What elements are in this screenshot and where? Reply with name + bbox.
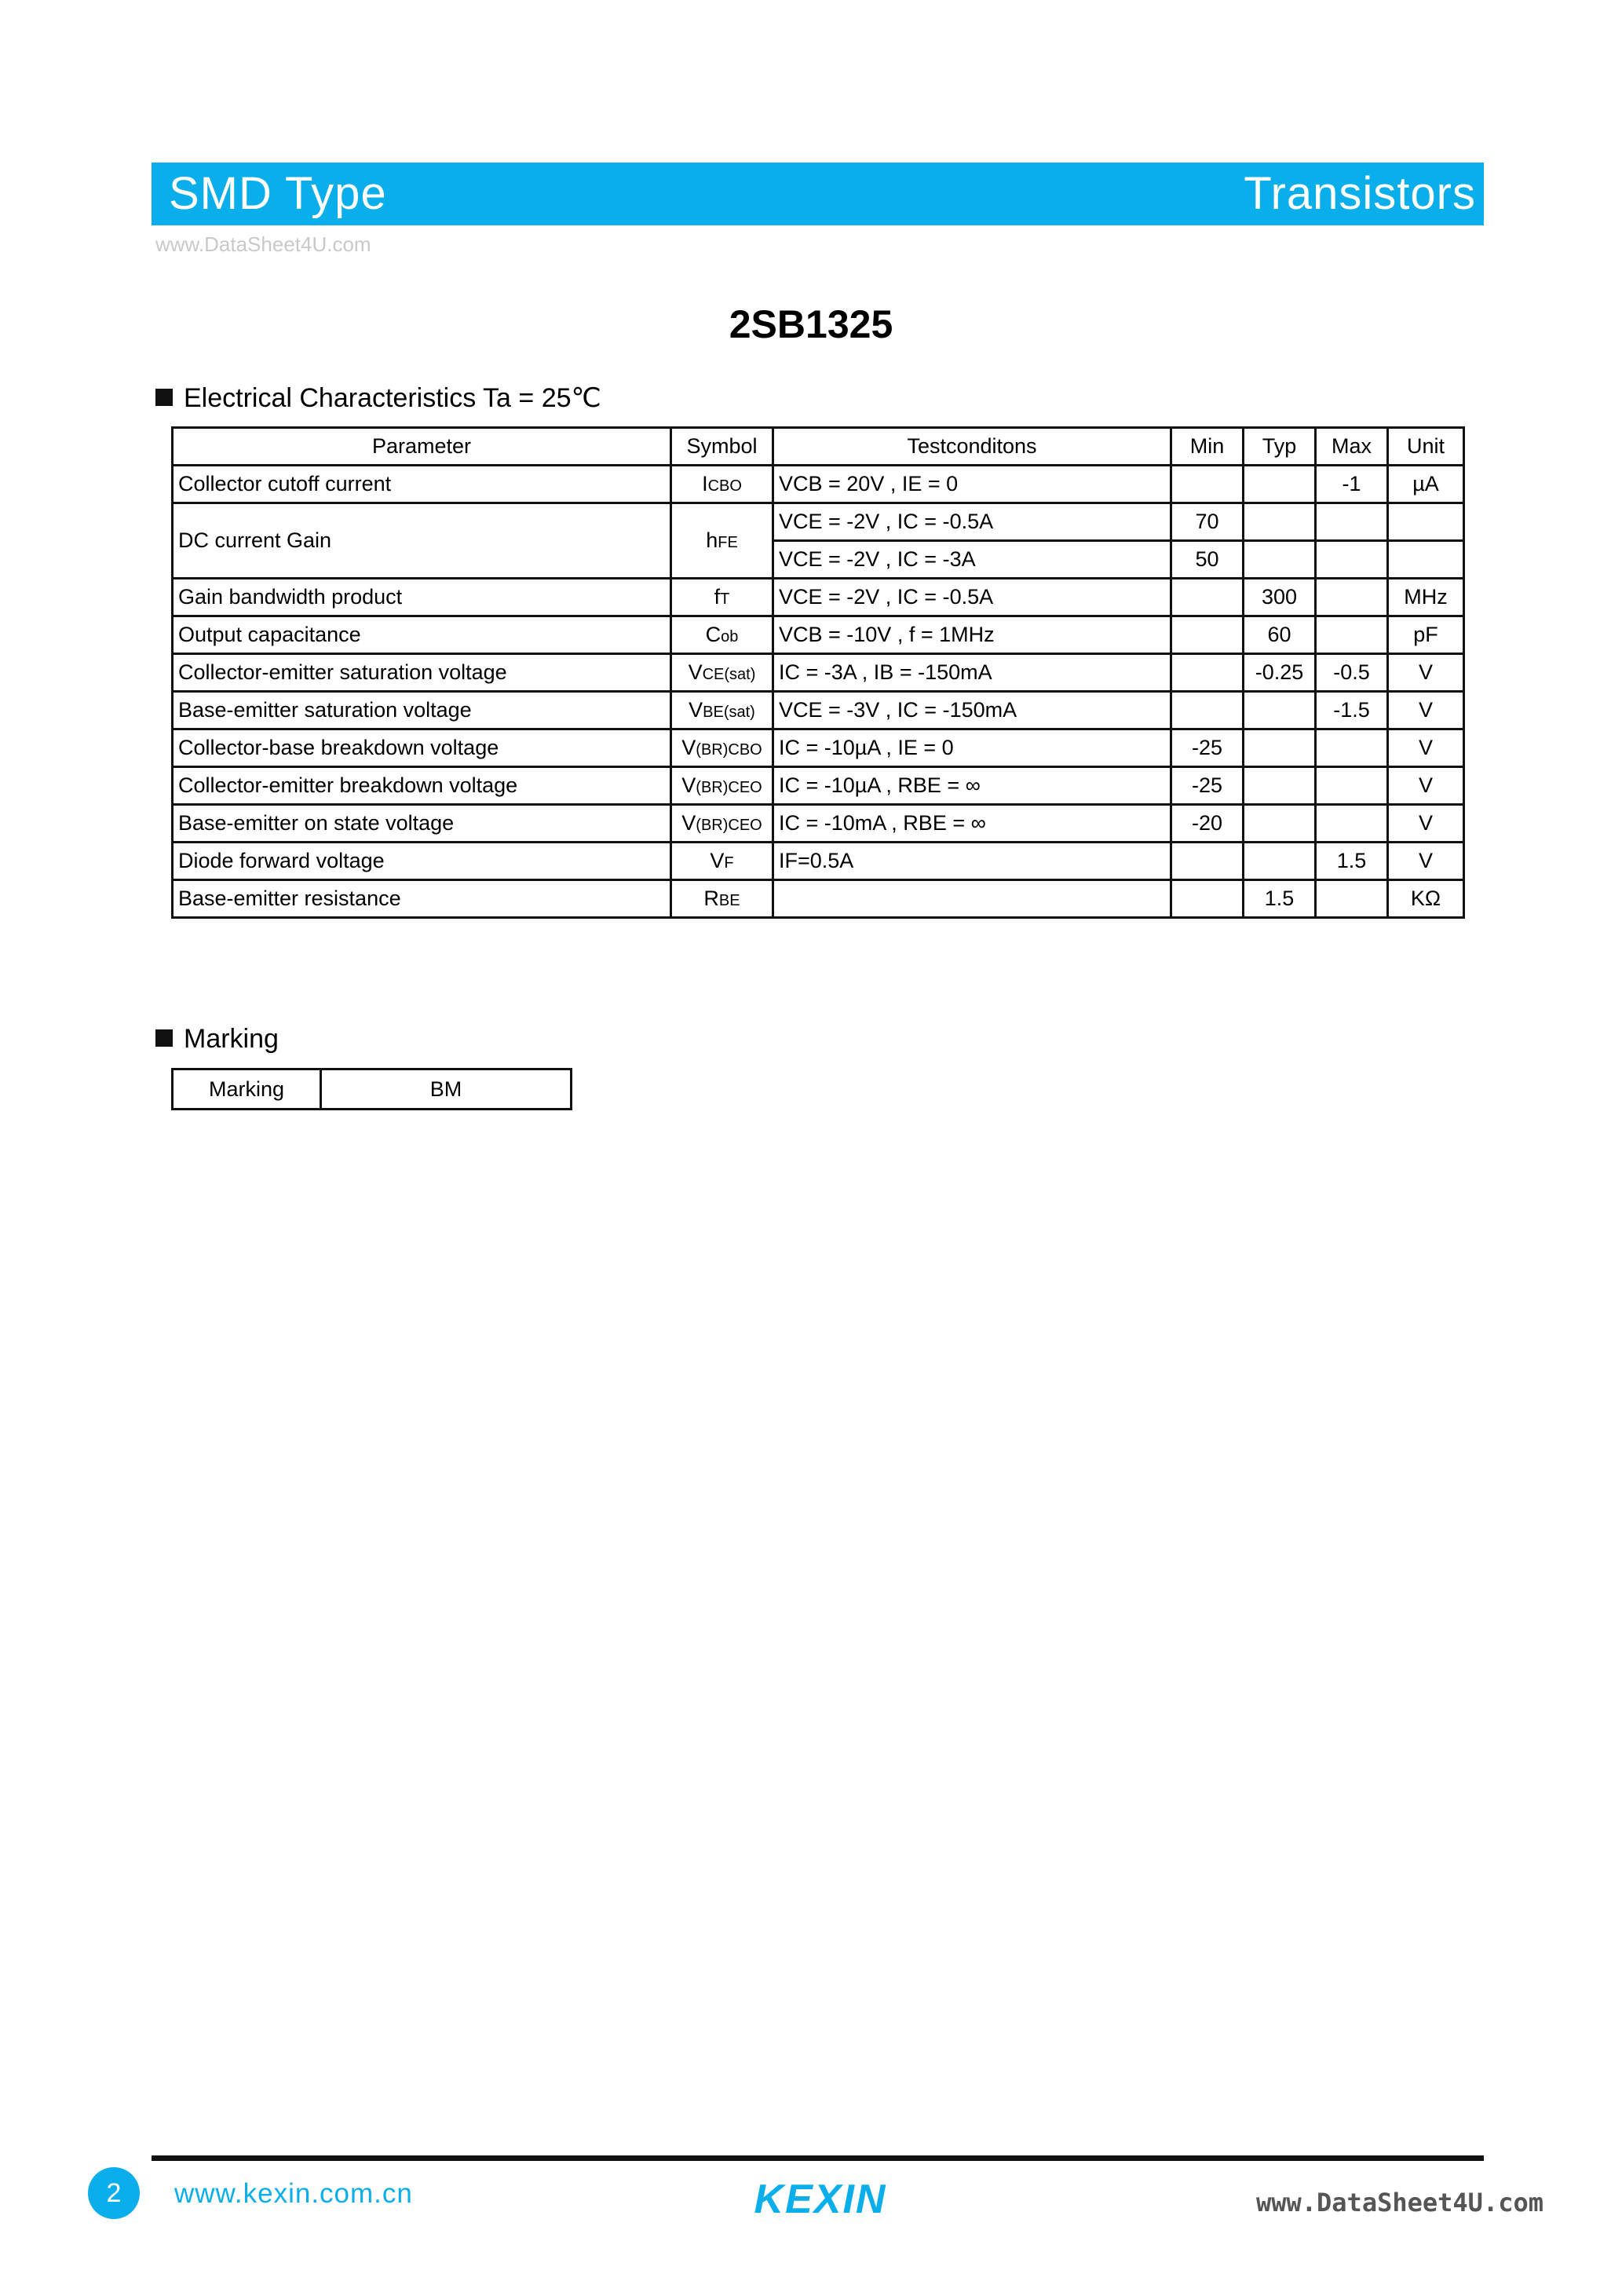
unit-cell: V — [1388, 767, 1464, 805]
table-row — [173, 805, 1464, 843]
square-bullet-icon — [155, 389, 173, 406]
typ-cell — [1244, 466, 1316, 503]
unit-cell: V — [1388, 729, 1464, 767]
param-cell: Base-emitter saturation voltage — [173, 692, 671, 729]
symbol-main: V — [710, 849, 725, 872]
typ-cell — [1244, 843, 1316, 880]
table-row — [173, 1069, 572, 1110]
marking-heading-text: Marking — [184, 1024, 279, 1054]
unit-cell: V — [1388, 692, 1464, 729]
condition-cell: VCB = -10V , f = 1MHz — [773, 616, 1171, 654]
typ-cell: -0.25 — [1244, 654, 1316, 692]
symbol-subscript: (BR)CBO — [696, 741, 762, 759]
typ-cell: 300 — [1244, 579, 1316, 616]
min-cell — [1171, 616, 1244, 654]
typ-cell: 1.5 — [1244, 880, 1316, 918]
symbol-cell — [671, 805, 773, 843]
footer-website-link[interactable]: www.kexin.com.cn — [174, 2178, 413, 2209]
symbol-cell — [671, 654, 773, 692]
min-cell — [1171, 880, 1244, 918]
min-cell: 50 — [1171, 541, 1244, 579]
condition-cell: IF=0.5A — [773, 843, 1171, 880]
max-cell: -1.5 — [1316, 692, 1388, 729]
max-cell — [1316, 541, 1388, 579]
condition-cell: VCB = 20V , IE = 0 — [773, 466, 1171, 503]
symbol-cell — [671, 692, 773, 729]
typ-cell — [1244, 767, 1316, 805]
symbol-main: V — [681, 773, 696, 797]
param-cell: Collector-emitter breakdown voltage — [173, 767, 671, 805]
min-cell: -20 — [1171, 805, 1244, 843]
max-cell — [1316, 767, 1388, 805]
typ-cell — [1244, 692, 1316, 729]
condition-cell: VCE = -3V , IC = -150mA — [773, 692, 1171, 729]
symbol-main: V — [689, 698, 703, 722]
part-number-title: 2SB1325 — [729, 302, 893, 346]
max-cell — [1316, 616, 1388, 654]
marking-section-heading — [155, 1023, 279, 1055]
min-cell: 70 — [1171, 503, 1244, 541]
watermark-top: www.DataSheet4U.com — [155, 232, 371, 256]
col-header-unit: Unit — [1388, 428, 1464, 466]
min-cell: -25 — [1171, 767, 1244, 805]
marking-table — [171, 1068, 572, 1110]
symbol-main: f — [714, 585, 721, 609]
unit-cell: pF — [1388, 616, 1464, 654]
col-header-symbol: Symbol — [671, 428, 773, 466]
page-number-badge: 2 — [88, 2167, 140, 2219]
symbol-subscript: CBO — [707, 477, 742, 495]
max-cell — [1316, 880, 1388, 918]
footer-divider — [152, 2155, 1484, 2161]
symbol-subscript: FE — [718, 534, 738, 551]
col-header-max: Max — [1316, 428, 1388, 466]
symbol-cell — [671, 579, 773, 616]
param-cell: Collector-emitter saturation voltage — [173, 654, 671, 692]
symbol-subscript: T — [720, 590, 730, 608]
table-header-row — [173, 428, 1464, 466]
header-type-title: SMD Type — [169, 168, 387, 219]
typ-cell — [1244, 503, 1316, 541]
table-row — [173, 692, 1464, 729]
table-row — [173, 654, 1464, 692]
symbol-subscript: BE — [718, 892, 740, 909]
condition-cell — [773, 880, 1171, 918]
condition-cell: VCE = -2V , IC = -0.5A — [773, 503, 1171, 541]
electrical-characteristics-table — [171, 426, 1465, 919]
symbol-main: h — [706, 528, 718, 552]
unit-cell: MHz — [1388, 579, 1464, 616]
param-cell: Collector-base breakdown voltage — [173, 729, 671, 767]
kexin-logo — [730, 2177, 911, 2221]
unit-cell — [1388, 503, 1464, 541]
symbol-subscript: CE(sat) — [702, 666, 756, 683]
symbol-subscript: (BR)CEO — [696, 779, 762, 796]
symbol-main: C — [705, 623, 721, 646]
param-cell: Diode forward voltage — [173, 843, 671, 880]
param-cell: DC current Gain — [173, 503, 671, 579]
col-header-conditions: Testconditons — [773, 428, 1171, 466]
table-row — [173, 503, 1464, 541]
condition-cell: VCE = -2V , IC = -0.5A — [773, 579, 1171, 616]
param-cell: Gain bandwidth product — [173, 579, 671, 616]
max-cell — [1316, 579, 1388, 616]
typ-cell — [1244, 541, 1316, 579]
symbol-subscript: F — [724, 854, 734, 872]
symbol-cell — [671, 616, 773, 654]
min-cell — [1171, 579, 1244, 616]
marking-label: Marking — [173, 1069, 321, 1110]
table-row — [173, 843, 1464, 880]
symbol-cell — [671, 503, 773, 579]
min-cell — [1171, 843, 1244, 880]
max-cell: 1.5 — [1316, 843, 1388, 880]
electrical-section-heading — [155, 382, 601, 414]
typ-cell — [1244, 805, 1316, 843]
max-cell — [1316, 503, 1388, 541]
table-row — [173, 729, 1464, 767]
symbol-main: V — [681, 811, 696, 835]
col-header-typ: Typ — [1244, 428, 1316, 466]
symbol-cell — [671, 466, 773, 503]
kexin-logo-text: KEXIN — [754, 2177, 887, 2221]
param-cell: Collector cutoff current — [173, 466, 671, 503]
condition-cell: IC = -10µA , IE = 0 — [773, 729, 1171, 767]
unit-cell: V — [1388, 805, 1464, 843]
max-cell: -0.5 — [1316, 654, 1388, 692]
max-cell — [1316, 805, 1388, 843]
symbol-cell — [671, 880, 773, 918]
symbol-main: V — [688, 660, 703, 684]
symbol-subscript: ob — [721, 628, 739, 645]
header-category-title: Transistors — [1244, 168, 1476, 219]
watermark-bottom: www.DataSheet4U.com — [1255, 2188, 1543, 2217]
table-row — [173, 880, 1464, 918]
symbol-subscript: BE(sat) — [703, 704, 755, 721]
max-cell — [1316, 729, 1388, 767]
typ-cell — [1244, 729, 1316, 767]
symbol-main: V — [681, 736, 696, 759]
param-cell: Base-emitter on state voltage — [173, 805, 671, 843]
symbol-main: R — [703, 887, 719, 910]
min-cell — [1171, 654, 1244, 692]
symbol-subscript: (BR)CEO — [696, 817, 762, 834]
col-header-parameter: Parameter — [173, 428, 671, 466]
param-cell: Output capacitance — [173, 616, 671, 654]
unit-cell: KΩ — [1388, 880, 1464, 918]
table-row — [173, 616, 1464, 654]
min-cell — [1171, 466, 1244, 503]
table-body — [173, 466, 1464, 918]
symbol-cell — [671, 729, 773, 767]
electrical-heading-text: Electrical Characteristics Ta = 25℃ — [184, 383, 601, 413]
square-bullet-icon — [155, 1029, 173, 1047]
condition-cell: VCE = -2V , IC = -3A — [773, 541, 1171, 579]
unit-cell: µA — [1388, 466, 1464, 503]
condition-cell: IC = -3A , IB = -150mA — [773, 654, 1171, 692]
min-cell: -25 — [1171, 729, 1244, 767]
unit-cell — [1388, 541, 1464, 579]
marking-value: BM — [321, 1069, 572, 1110]
table-row — [173, 767, 1464, 805]
table-row — [173, 579, 1464, 616]
unit-cell: V — [1388, 843, 1464, 880]
unit-cell: V — [1388, 654, 1464, 692]
symbol-cell — [671, 843, 773, 880]
condition-cell: IC = -10mA , RBE = ∞ — [773, 805, 1171, 843]
table-row — [173, 466, 1464, 503]
symbol-cell — [671, 767, 773, 805]
symbol-main: I — [702, 472, 708, 495]
param-cell: Base-emitter resistance — [173, 880, 671, 918]
col-header-min: Min — [1171, 428, 1244, 466]
typ-cell: 60 — [1244, 616, 1316, 654]
condition-cell: IC = -10µA , RBE = ∞ — [773, 767, 1171, 805]
max-cell: -1 — [1316, 466, 1388, 503]
min-cell — [1171, 692, 1244, 729]
